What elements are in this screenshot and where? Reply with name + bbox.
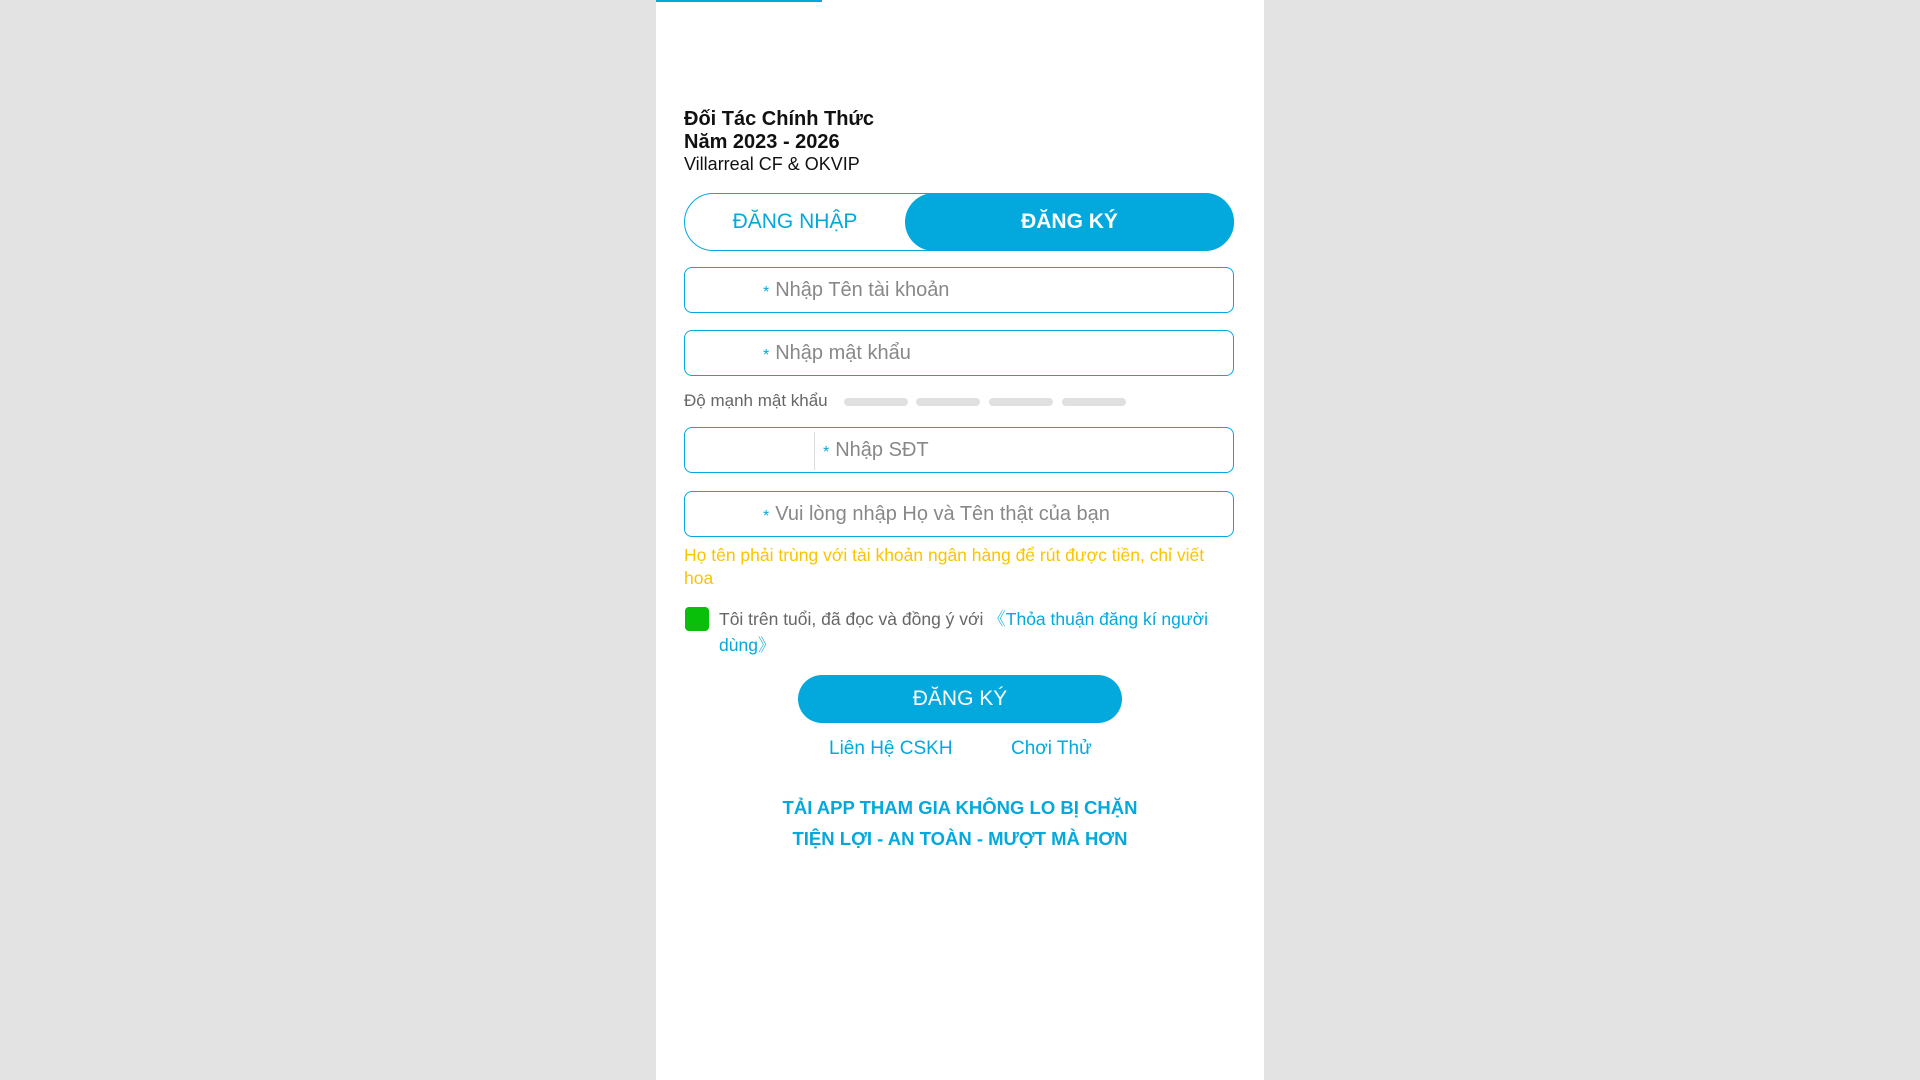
tab-register[interactable]: ĐĂNG KÝ [905,193,1234,251]
username-input[interactable] [684,267,1234,313]
user-agreement-link[interactable]: 《Thỏa thuận đăng kí người dùng》 [719,609,1208,655]
agree-text [719,606,1219,658]
fullname-placeholder: Vui lòng nhập Họ và Tên thật của bạn [775,502,1110,525]
fullname-hint: Họ tên phải trùng với tài khoản ngân hàng để rút được tiền, chỉ viết hoa [684,545,1205,588]
promo-line-2: TIỆN LỢI - AN TOÀN - MƯỢT MÀ HƠN [792,828,1128,849]
partner-title: Đối Tác Chính Thức [684,108,875,130]
required-mark: * [823,444,830,461]
register-panel [656,0,1264,1080]
required-mark: * [763,347,770,364]
phone-placeholder: Nhập SĐT [835,438,929,461]
required-mark: * [763,284,770,301]
strength-bar-4 [1062,398,1126,406]
contact-support-link[interactable]: Liên Hệ CSKH [829,738,953,759]
tab-login[interactable]: ĐĂNG NHẬP [732,210,858,233]
try-play-link[interactable]: Chơi Thử [1011,738,1092,759]
loading-bar [656,0,822,2]
password-strength-label: Độ mạnh mật khẩu [684,391,828,410]
country-code-select[interactable] [685,428,814,472]
required-mark: * [763,508,770,525]
agree-checkbox[interactable] [685,607,709,631]
username-placeholder: Nhập Tên tài khoản [775,278,950,301]
strength-bar-3 [989,398,1053,406]
partner-years: Năm 2023 - 2026 [684,131,840,153]
password-input[interactable] [684,330,1234,376]
agree-label: Tôi trên tuổi, đã đọc và đồng ý với [719,609,989,629]
promo-line-1: TẢI APP THAM GIA KHÔNG LO BỊ CHẶN [782,797,1138,818]
fullname-input[interactable] [684,491,1234,537]
strength-bar-2 [916,398,980,406]
divider [814,432,815,470]
strength-bar-1 [844,398,908,406]
partner-names: Villarreal CF & OKVIP [684,154,860,174]
register-button[interactable]: ĐĂNG KÝ [798,675,1122,723]
auth-tabs [684,193,1234,251]
password-placeholder: Nhập mật khẩu [775,341,911,364]
phone-input[interactable] [684,427,1234,473]
